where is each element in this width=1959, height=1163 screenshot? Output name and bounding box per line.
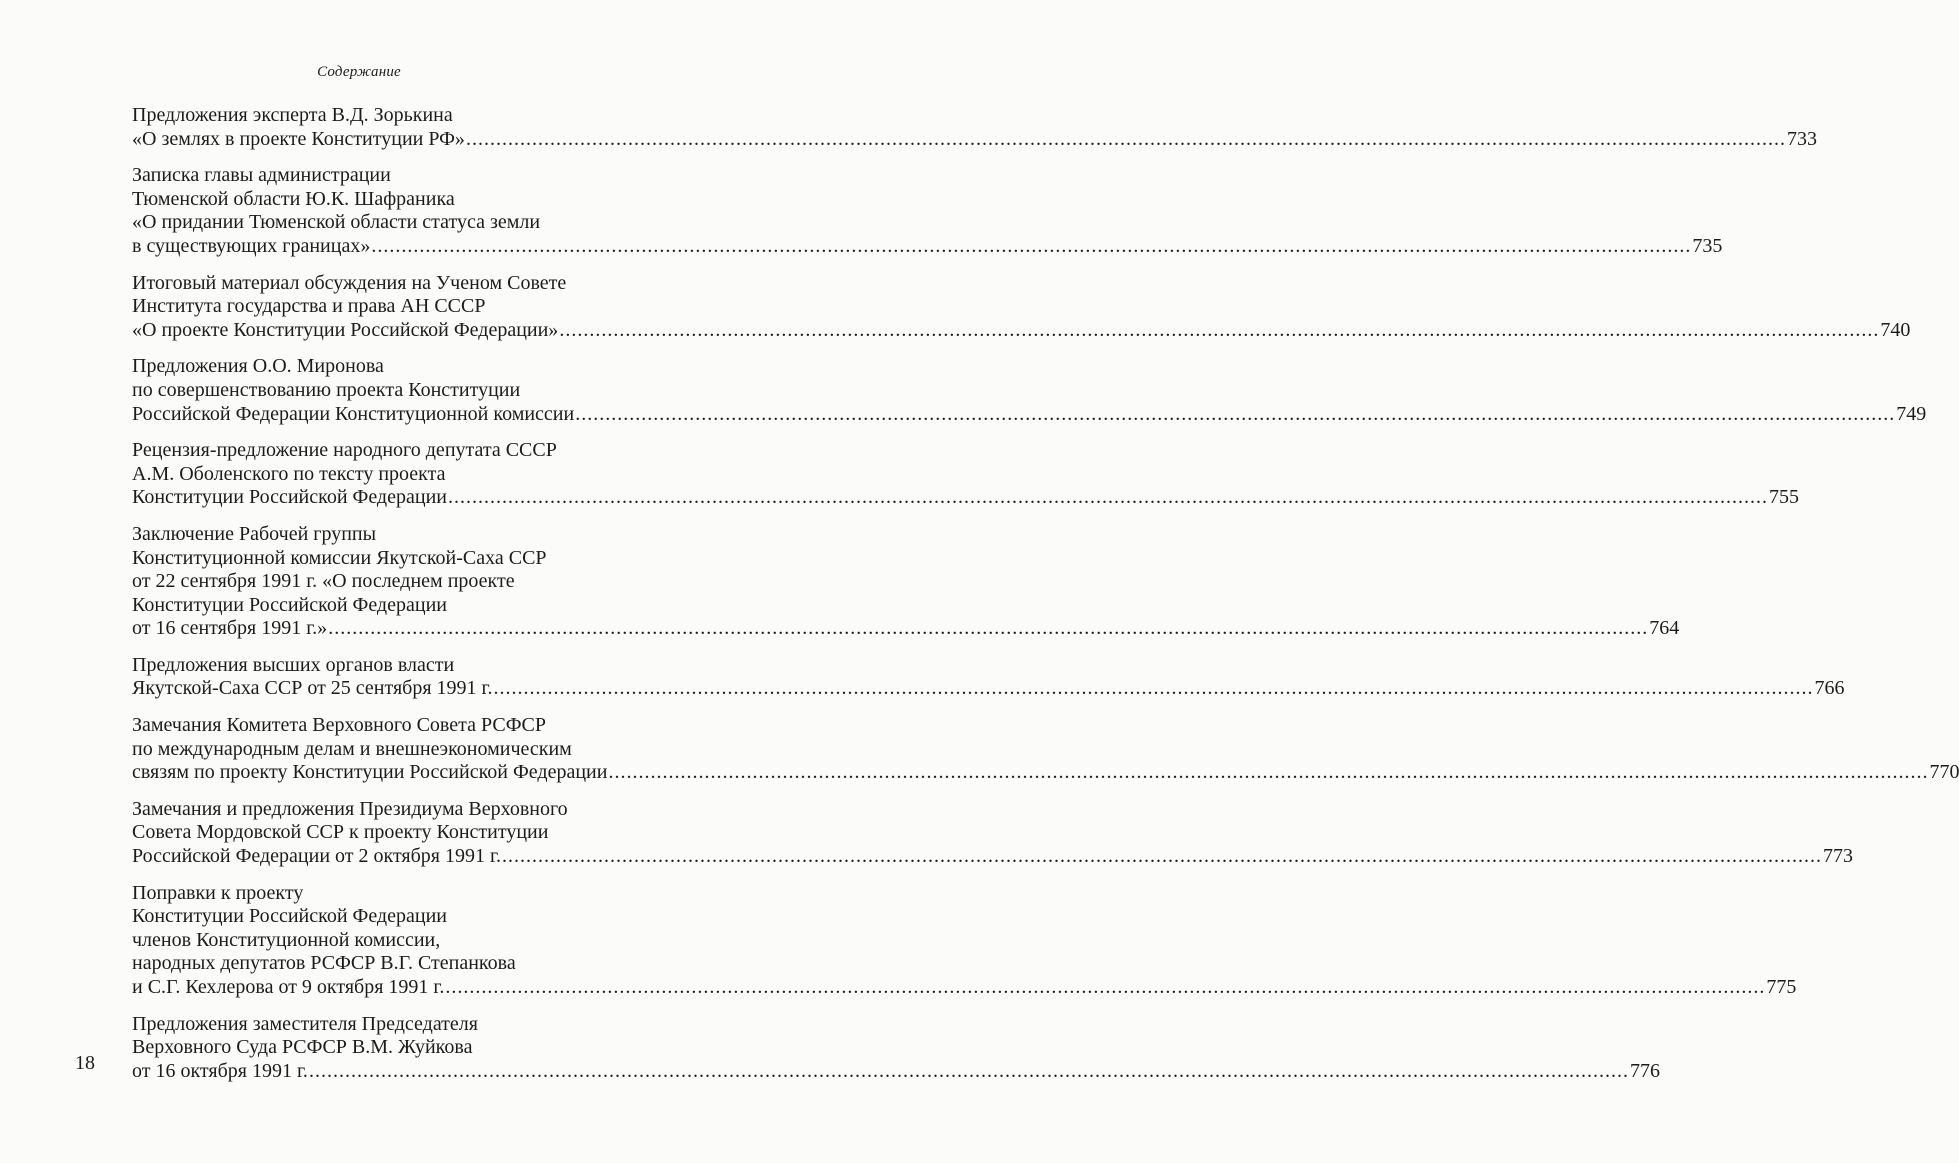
toc-entry-title-line: Заключение Рабочей группы (132, 522, 377, 545)
toc-entry (132, 164, 1723, 258)
toc-entry-title-line: Конституции Российской Федерации (132, 486, 447, 509)
toc-entry-title-line: Записка главы администрации (132, 164, 391, 187)
toc-entry-title-line: А.М. Оболенского по тексту проекта (132, 462, 446, 485)
toc-entry-last-line (132, 318, 1911, 343)
toc-entry-title-line: от 16 сентября 1991 г.» (132, 617, 328, 640)
toc-entry-title-line: Предложения высших органов власти (132, 653, 455, 676)
toc-entry-title-line: Конституционной комиссии Якутской-Саха ССР (132, 546, 547, 569)
toc-entry-title-line: Совета Мордовской ССР к проекту Конституции (132, 821, 549, 844)
toc-entry-title-line: «О проекте Конституции Российской Федерации» (132, 318, 559, 341)
toc-page-number: 735 (1692, 234, 1723, 257)
dot-leader: ............................................................................................................................................................................................................................ (559, 318, 1880, 341)
toc-entry-title-line: и С.Г. Кехлерова от 9 октября 1991 г. (132, 976, 445, 998)
dot-leader: ............................................................................................................................................................................................................................ (501, 845, 1822, 868)
toc-entry-title-line: от 16 октября 1991 г. (132, 1059, 308, 1082)
dot-leader: ............................................................................................................................................................................................................................ (371, 234, 1692, 257)
toc-entry-title-line: Рецензия-предложение народного депутата СССР (132, 439, 557, 462)
dot-leader: ............................................................................................................................................................................................................................ (608, 761, 1929, 784)
toc-entry (132, 714, 1959, 785)
toc-entry (132, 355, 1927, 426)
dot-leader: ............................................................................................................................................................................................................................ (328, 617, 1649, 640)
toc-entry-title-line: Российской Федерации Конституционной комиссии (132, 402, 575, 425)
toc-entry-title-line: Предложения заместителя Председателя (132, 1012, 478, 1035)
toc-entry-title-line: народных депутатов РСФСР В.Г. Степанкова (132, 952, 516, 975)
toc-page-number: 755 (1768, 486, 1799, 509)
toc-entry-last-line (132, 234, 1723, 259)
toc-entry (132, 439, 1799, 510)
toc-entry (132, 881, 1797, 1000)
toc-page-number: 775 (1766, 976, 1797, 998)
toc-entry-title-line: Замечания Комитета Верховного Совета РСФСР (132, 714, 546, 737)
toc-entry-last-line (132, 761, 1959, 785)
toc-entry-title-line: «О землях в проекте Конституции РФ» (132, 127, 465, 150)
toc-entry-title-line: Предложения эксперта В.Д. Зорькина (132, 104, 453, 126)
toc-entry (132, 653, 1845, 701)
toc-entry-title-line: членов Конституционной комиссии, (132, 928, 441, 951)
toc-entry-title-line: Предложения О.О. Миронова (132, 355, 384, 378)
toc-entry-last-line (132, 1059, 1660, 1084)
toc-entry-last-line (132, 402, 1927, 427)
dot-leader: ............................................................................................................................................................................................................................ (575, 402, 1896, 425)
toc-entry-title-line: от 22 сентября 1991 г. «О последнем проекте (132, 570, 515, 593)
toc-entry-title-line: Замечания и предложения Президиума Верховного (132, 797, 568, 820)
toc-entry-title-line: по совершенствованию проекта Конституции (132, 378, 521, 401)
toc-page-number: 733 (1786, 127, 1817, 150)
toc-page-number: 776 (1629, 1059, 1660, 1082)
toc-entry-title-line: Института государства и права АН СССР (132, 295, 486, 318)
running-header: Содержание (317, 64, 401, 80)
toc-page-number: 740 (1880, 318, 1911, 341)
toc-page-number: 749 (1896, 402, 1927, 425)
toc-entry-title-line: по международным делам и внешнеэкономическим (132, 737, 572, 760)
toc-entry (132, 271, 1911, 343)
toc-entry (132, 1012, 1660, 1084)
dot-leader: ............................................................................................................................................................................................................................ (447, 486, 1768, 509)
dot-leader: ............................................................................................................................................................................................................................ (465, 127, 1786, 150)
page-number: 18 (75, 1052, 95, 1074)
toc-entry-title-line: Поправки к проекту (132, 881, 304, 904)
toc-entry-title-line: Итоговый материал обсуждения на Ученом Совете (132, 271, 567, 294)
toc-entry-last-line (132, 486, 1799, 510)
toc-entry-title-line: Конституции Российской Федерации (132, 905, 447, 928)
toc-entry-title-line: Верховного Суда РСФСР В.М. Жуйкова (132, 1036, 473, 1059)
dot-leader: ............................................................................................................................................................................................................................ (445, 976, 1766, 998)
toc-entry (132, 797, 1853, 869)
toc-entry-last-line (132, 976, 1797, 1000)
toc-entry-last-line (132, 127, 1817, 152)
toc-page-number: 766 (1814, 677, 1845, 700)
dot-leader: ............................................................................................................................................................................................................................ (493, 677, 1814, 700)
toc-page-number: 773 (1822, 845, 1853, 868)
dot-leader: ............................................................................................................................................................................................................................ (308, 1059, 1629, 1082)
toc-page-number: 764 (1649, 617, 1680, 640)
toc-entry (132, 104, 1817, 151)
toc-entry-title-line: Российской Федерации от 2 октября 1991 г. (132, 845, 501, 868)
toc-entry-title-line: в существующих границах» (132, 234, 371, 257)
toc-entry-title-line: «О придании Тюменской области статуса земли (132, 211, 541, 234)
toc-entry-title-line: связям по проекту Конституции Российской Федерации (132, 761, 608, 784)
toc-entry-last-line (132, 617, 1680, 641)
toc-entry-last-line (132, 845, 1853, 869)
toc-entry-title-line: Тюменской области Ю.К. Шафраника (132, 187, 455, 210)
table-of-contents (132, 104, 1959, 1096)
toc-entry (132, 522, 1680, 641)
toc-entry-title-line: Якутской-Саха ССР от 25 сентября 1991 г. (132, 677, 493, 700)
toc-page-number: 770 (1929, 761, 1959, 784)
toc-entry-title-line: Конституции Российской Федерации (132, 593, 447, 616)
toc-entry-last-line (132, 677, 1845, 701)
